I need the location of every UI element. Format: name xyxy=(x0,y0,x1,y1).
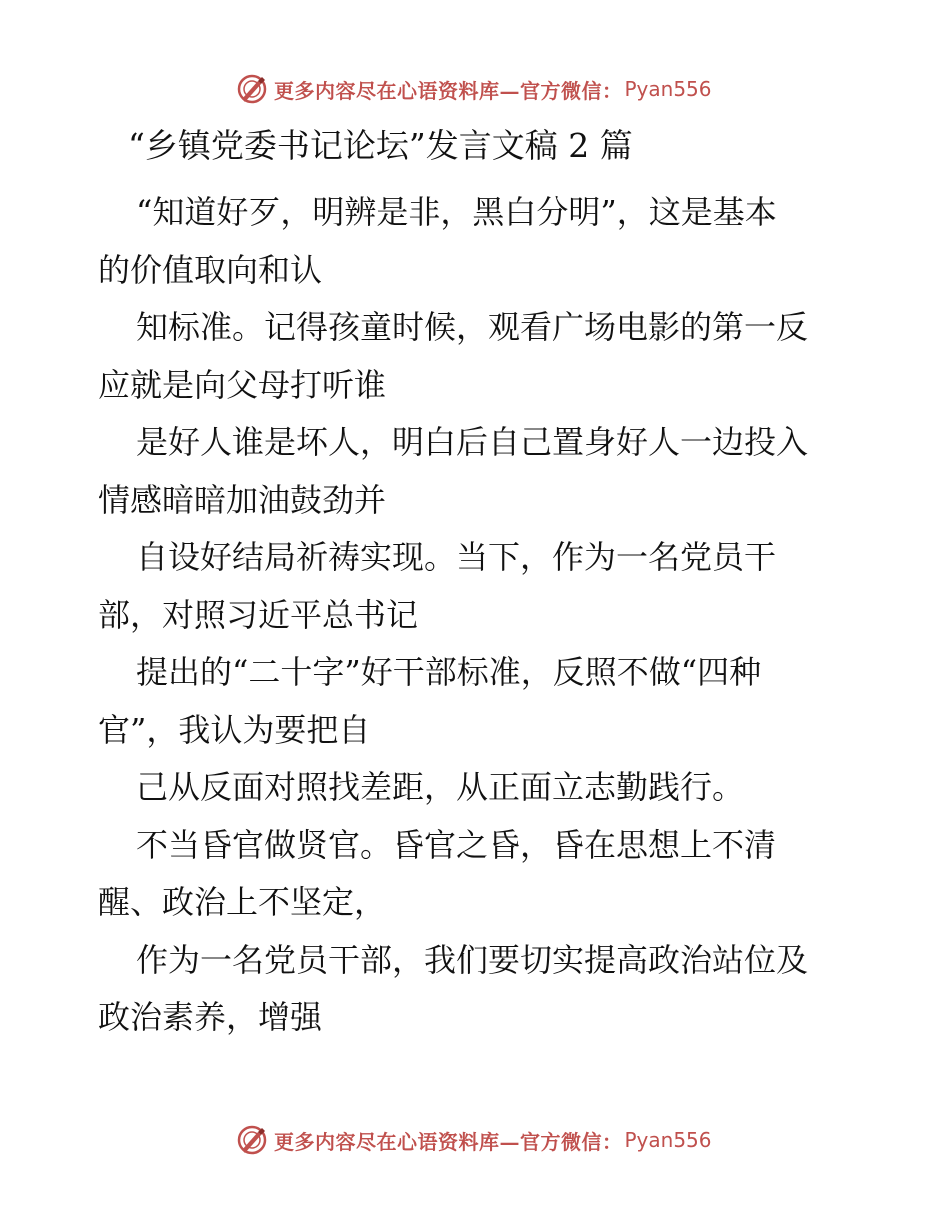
text-line: 情感暗暗加油鼓劲并 xyxy=(98,480,387,519)
text-line: 作为一名党员干部，我们要切实提高政治站位及 xyxy=(136,940,809,979)
document-body xyxy=(98,184,858,1047)
document-title: “乡镇党委书记论坛”发言文稿 2 篇 xyxy=(128,126,633,165)
text-line: 政治素养，增强 xyxy=(98,998,323,1036)
watermark-account: Pyan556 xyxy=(624,1128,712,1152)
text-line: 官”，我认为要把自 xyxy=(98,710,371,749)
pen-logo-icon xyxy=(236,73,268,105)
text-line: 提出的“二十字”好干部标准，反照不做“四种 xyxy=(136,653,762,691)
text-line: 是好人谁是坏人，明白后自己置身好人一边投入 xyxy=(136,423,809,461)
text-line: 知标准。记得孩童时候，观看广场电影的第一反 xyxy=(136,308,809,346)
pen-logo-icon xyxy=(236,1124,268,1156)
text-line: 自设好结局祈祷实现。当下，作为一名党员干 xyxy=(136,538,777,576)
text-line: 己从反面对照找差距，从正面立志勤践行。 xyxy=(136,768,745,806)
text-line: “知道好歹，明辨是非，黑白分明”，这是基本 xyxy=(136,193,777,231)
watermark-text: 更多内容尽在心语资料库—官方微信： xyxy=(274,1129,623,1154)
text-line: 不当昏官做贤官。昏官之昏，昏在思想上不清 xyxy=(136,825,777,864)
header-watermark xyxy=(236,72,712,106)
text-line: 的价值取向和认 xyxy=(98,250,323,289)
watermark-account: Pyan556 xyxy=(624,77,712,101)
text-line: 应就是向父母打听谁 xyxy=(98,365,387,404)
text-line: 部，对照习近平总书记 xyxy=(98,595,419,634)
footer-watermark xyxy=(236,1123,712,1157)
watermark-text: 更多内容尽在心语资料库—官方微信： xyxy=(274,78,623,103)
text-line: 醒、政治上不坚定， xyxy=(98,883,387,921)
